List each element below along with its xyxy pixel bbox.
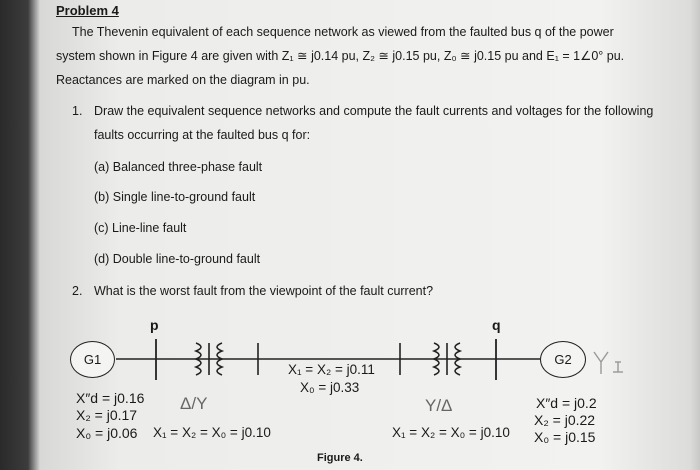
g1-x2: X₂ = j0.17 [76, 407, 138, 423]
figure-caption: Figure 4. [317, 452, 363, 464]
generator-g2-icon [540, 341, 586, 378]
g2-x0: X₀ = j0.15 [534, 429, 596, 445]
t1-reactance: X₁ = X₂ = X₀ = j0.10 [153, 425, 271, 440]
bus-q-label: q [492, 317, 501, 333]
question-1-text: Draw the equivalent sequence networks and compute the fault currents and voltages for the following [94, 104, 654, 118]
question-1-text-cont: faults occurring at the faulted bus q for: [94, 128, 311, 142]
question-1-number: 1. [72, 104, 83, 118]
line-x0: X₀ = j0.33 [300, 380, 360, 395]
g1-label: G1 [83, 352, 102, 367]
line-x12: X₁ = X₂ = j0.11 [288, 362, 375, 377]
t1-connection: Δ/Y [180, 394, 208, 413]
question-2-text: What is the worst fault from the viewpoint of the fault current? [94, 284, 434, 298]
option-c: (c) Line-line fault [94, 221, 187, 235]
problem-intro: The Thevenin equivalent of each sequence network as viewed from the faulted bus q of the power system shown in Figure 4 are given with Z₁ ≅ j0.14 pu, Z₂ ≅ j0.15 pu, Z₀ ≅ j0.15 pu and E₁ = 1∠0° pu. Reactances are marked on the diagram in pu. [56, 25, 625, 87]
t2-connection: Y/Δ [425, 396, 453, 415]
g2-wye-grounded-icon [594, 352, 623, 374]
g2-x2: X₂ = j0.22 [534, 412, 596, 428]
option-d: (d) Double line-to-ground fault [94, 252, 261, 266]
g2-xd: X″d = j0.2 [536, 395, 597, 411]
option-b: (b) Single line-to-ground fault [94, 190, 256, 204]
generator-g1-icon [70, 341, 115, 378]
bus-p-label: p [150, 317, 159, 333]
g1-x0: X₀ = j0.06 [76, 425, 138, 441]
problem-title: Problem 4 [56, 3, 119, 18]
g2-label: G2 [554, 352, 572, 367]
option-a: (a) Balanced three-phase fault [94, 160, 263, 174]
t2-reactance: X₁ = X₂ = X₀ = j0.10 [392, 425, 510, 440]
g1-xd: X″d = j0.16 [76, 390, 145, 406]
question-2-number: 2. [72, 284, 83, 298]
